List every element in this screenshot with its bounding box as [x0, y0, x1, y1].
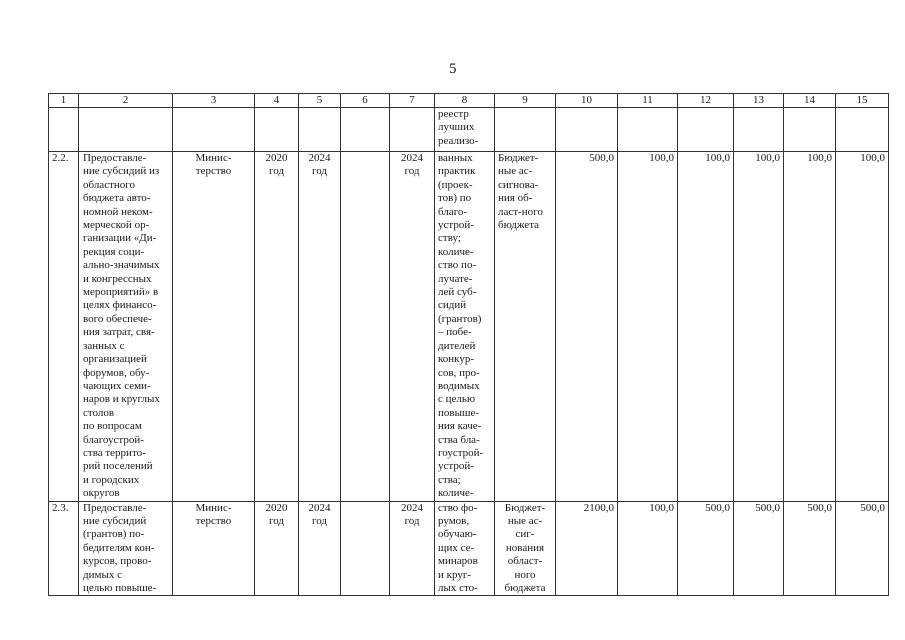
funding-source-cell: [495, 501, 556, 596]
text-line: ния об-: [498, 192, 533, 205]
text-line: (проек-: [438, 178, 473, 191]
text-line: лучших: [438, 121, 475, 134]
text-line: 2024: [308, 501, 331, 514]
text-line: бюджета авто-: [83, 192, 151, 205]
text-line: ния каче-: [438, 420, 482, 433]
text-line: устрой-: [438, 219, 474, 232]
text-line: устрой-: [438, 460, 474, 473]
text-line: и городских: [83, 473, 140, 486]
year-value-cell: 100,0: [678, 152, 734, 502]
page-number: 5: [449, 61, 457, 77]
text-line: – побе-: [438, 326, 472, 339]
table-cell: [173, 108, 255, 152]
text-line: количе-: [438, 245, 474, 258]
column-number-row: [49, 94, 889, 108]
text-line: мерческой ор-: [83, 219, 150, 232]
program-activities-table: [48, 93, 889, 596]
col7-cell: [390, 501, 435, 596]
text-line: 2024: [401, 501, 423, 514]
table-cell: [678, 108, 734, 152]
table-cell: [836, 108, 889, 152]
text-line: организацией: [83, 353, 147, 366]
continuation-row: [49, 108, 889, 152]
text-line: Бюджет-: [498, 152, 539, 164]
text-line: ные ас-: [498, 165, 533, 178]
text-line: бедителям кон-: [83, 541, 155, 554]
table-cell: [255, 108, 299, 152]
text-line: дителей: [438, 339, 476, 352]
text-line: практик: [438, 165, 476, 178]
text-line: чающих семи-: [83, 379, 151, 392]
text-line: сов, про-: [438, 366, 480, 379]
start-year-cell: [255, 501, 299, 596]
text-line: Минис-: [195, 152, 232, 164]
start-year-cell: [255, 152, 299, 502]
indicator-cell: [435, 501, 495, 596]
text-line: лучате-: [438, 272, 473, 285]
column-header: 14: [784, 94, 836, 108]
text-line: по вопросам: [83, 420, 142, 433]
text-line: бюджета: [504, 582, 546, 594]
text-line: благо-: [438, 205, 468, 218]
executor-cell: [173, 501, 255, 596]
text-line: ства;: [438, 473, 461, 486]
text-line: ства террито-: [83, 446, 146, 459]
text-line: благоустрой-: [83, 433, 144, 446]
text-line: курсов, прово-: [83, 555, 152, 568]
year-value-cell: 500,0: [734, 501, 784, 596]
text-line: (грантов) по-: [83, 528, 145, 541]
indicator-cell: [435, 108, 495, 152]
activity-description: [79, 152, 173, 502]
text-line: 2020: [265, 501, 288, 514]
col6-cell: [341, 501, 390, 596]
column-header: 11: [618, 94, 678, 108]
year-value-cell: 100,0: [784, 152, 836, 502]
text-line: ству;: [438, 232, 461, 245]
column-header: 13: [734, 94, 784, 108]
text-line: реестр: [438, 108, 469, 120]
text-line: сиг-: [515, 528, 535, 541]
text-line: ние субсидий из: [83, 165, 160, 178]
column-header: 10: [556, 94, 618, 108]
text-line: сигнова-: [498, 178, 539, 191]
table-cell: [618, 108, 678, 152]
text-line: конкур-: [438, 353, 475, 366]
text-line: целях финансо-: [83, 299, 157, 312]
text-line: обучаю-: [438, 528, 477, 541]
text-line: ганизации «Ди-: [83, 232, 157, 245]
text-line: област-: [507, 555, 543, 568]
column-header: 3: [173, 94, 255, 108]
text-line: столов: [83, 406, 115, 419]
year-value-cell: 100,0: [618, 501, 678, 596]
text-line: ния затрат, свя-: [83, 326, 155, 339]
column-header: 7: [390, 94, 435, 108]
table-row: [49, 501, 889, 596]
text-line: и круг-: [438, 568, 472, 581]
text-line: с целью: [438, 393, 476, 406]
text-line: год: [268, 165, 285, 178]
table-cell: [734, 108, 784, 152]
text-line: терство: [195, 165, 232, 178]
end-year-cell: [299, 501, 341, 596]
activity-description: [79, 501, 173, 596]
year-value-cell: 500,0: [678, 501, 734, 596]
col6-cell: [341, 152, 390, 502]
text-line: Предоставле-: [83, 501, 147, 514]
total-cell: 500,0: [556, 152, 618, 502]
text-line: Предоставле-: [83, 152, 147, 164]
year-value-cell: 100,0: [836, 152, 889, 502]
text-line: вого обеспече-: [83, 312, 152, 325]
table-row: [49, 152, 889, 502]
text-line: минаров: [438, 555, 478, 568]
text-line: год: [404, 165, 420, 178]
text-line: год: [311, 165, 328, 178]
end-year-cell: [299, 152, 341, 502]
text-line: ства бла-: [438, 433, 480, 446]
table-cell: [79, 108, 173, 152]
table-cell: [299, 108, 341, 152]
total-cell: 2100,0: [556, 501, 618, 596]
column-header: 9: [495, 94, 556, 108]
text-line: 2020: [265, 152, 288, 164]
column-header: 6: [341, 94, 390, 108]
text-line: ство фо-: [438, 501, 478, 514]
text-line: год: [311, 514, 328, 527]
text-line: димых с: [83, 568, 122, 581]
text-line: сидий: [438, 299, 467, 312]
year-value-cell: 500,0: [836, 501, 889, 596]
column-header: 12: [678, 94, 734, 108]
text-line: ные ас-: [507, 514, 543, 527]
text-line: ально-значимых: [83, 259, 160, 272]
table-cell: [341, 108, 390, 152]
text-line: областного: [83, 178, 136, 191]
column-header: 15: [836, 94, 889, 108]
text-line: ласт-ного: [498, 205, 543, 218]
text-line: занных с: [83, 339, 125, 352]
executor-cell: [173, 152, 255, 502]
text-line: 2024: [401, 152, 423, 164]
year-value-cell: 100,0: [734, 152, 784, 502]
text-line: целью повыше-: [83, 582, 157, 594]
text-line: нования: [505, 541, 545, 554]
text-line: ванных: [438, 152, 473, 164]
text-line: количе-: [438, 487, 474, 500]
text-line: 2024: [308, 152, 331, 164]
text-line: ство по-: [438, 259, 477, 272]
text-line: рий поселений: [83, 460, 153, 473]
text-line: щих се-: [438, 541, 475, 554]
column-header: 5: [299, 94, 341, 108]
text-line: мероприятий» в: [83, 286, 159, 299]
text-line: год: [268, 514, 285, 527]
text-line: ного: [514, 568, 536, 581]
text-line: реализо-: [438, 134, 479, 147]
column-header: 8: [435, 94, 495, 108]
text-line: Минис-: [195, 501, 232, 514]
table-cell: [556, 108, 618, 152]
text-line: номной неком-: [83, 205, 153, 218]
text-line: (грантов): [438, 312, 482, 325]
text-line: гоустрой-: [438, 446, 484, 459]
text-line: тов) по: [438, 192, 472, 205]
text-line: повыше-: [438, 406, 479, 419]
text-line: год: [404, 514, 420, 527]
col7-cell: [390, 152, 435, 502]
year-value-cell: 100,0: [618, 152, 678, 502]
indicator-cell: [435, 152, 495, 502]
row-number: 2.3.: [49, 501, 79, 596]
row-number: 2.2.: [49, 152, 79, 502]
column-header: 4: [255, 94, 299, 108]
text-line: наров и круглых: [83, 393, 160, 406]
text-line: рекция соци-: [83, 245, 145, 258]
text-line: водимых: [438, 379, 480, 392]
year-value-cell: 500,0: [784, 501, 836, 596]
text-line: Бюджет-: [504, 501, 546, 514]
column-header: 2: [79, 94, 173, 108]
text-line: форумов, обу-: [83, 366, 150, 379]
column-header: 1: [49, 94, 79, 108]
text-line: округов: [83, 487, 120, 500]
text-line: ние субсидий: [83, 514, 147, 527]
text-line: бюджета: [498, 219, 540, 232]
text-line: лей суб-: [438, 286, 477, 299]
text-line: и конгрессных: [83, 272, 152, 285]
table-cell: [49, 108, 79, 152]
table-cell: [390, 108, 435, 152]
table-cell: [784, 108, 836, 152]
funding-source-cell: [495, 152, 556, 502]
text-line: лых сто-: [438, 582, 478, 594]
text-line: румов,: [438, 514, 470, 527]
text-line: терство: [195, 514, 232, 527]
table-cell: [495, 108, 556, 152]
